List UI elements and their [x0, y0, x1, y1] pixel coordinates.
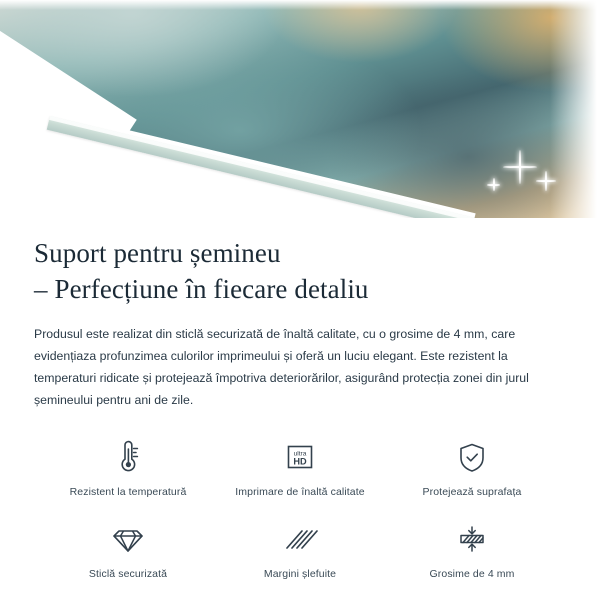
- feature-item-temperature: [42, 434, 214, 498]
- feature-label: Sticlă securizată: [88, 567, 168, 580]
- feature-item-print-quality: [214, 434, 386, 498]
- feature-item-thickness: [386, 516, 558, 580]
- svg-text:ultra: ultra: [293, 450, 307, 458]
- feature-item-surface-protection: [386, 434, 558, 498]
- svg-text:HD: HD: [293, 456, 307, 467]
- hero-mask-right: [550, 0, 600, 218]
- hero-mask-top: [0, 0, 600, 10]
- product-description-paragraph: Produsul este realizat din sticlă securizată de înaltă calitate, cu o grosime de 4 mm, care evidențiaza profunzimea culorilor imprimeului și oferă un luciu elegant. Este rezistent la temperaturi ridicate și protejează împotriva deteriorărilor, asigurând protecția zonei din jurul șemineului pentru ani de zile.: [34, 327, 529, 407]
- ultra-hd-icon: [277, 434, 323, 480]
- diamond-icon: [105, 516, 151, 562]
- feature-label: Protejează suprafața: [422, 485, 522, 498]
- content-area: [0, 236, 600, 580]
- page-title: [34, 236, 566, 307]
- feature-label: Grosime de 4 mm: [429, 567, 515, 580]
- page-title-line-2: – Perfecțiune în fiecare detaliu: [34, 273, 369, 304]
- feature-label: Rezistent la temperatură: [69, 485, 187, 498]
- polished-edges-icon: [277, 516, 323, 562]
- feature-label: Margini șlefuite: [263, 567, 337, 580]
- feature-item-polished-edges: [214, 516, 386, 580]
- shield-check-icon: [449, 434, 495, 480]
- thickness-4mm-icon: [449, 516, 495, 562]
- hero-product-image: [0, 0, 600, 218]
- thermometer-icon: [105, 434, 151, 480]
- feature-item-tempered-glass: [42, 516, 214, 580]
- page-title-line-1: Suport pentru șemineu: [34, 238, 281, 268]
- feature-label: Imprimare de înaltă calitate: [235, 485, 365, 498]
- feature-grid: [34, 434, 566, 580]
